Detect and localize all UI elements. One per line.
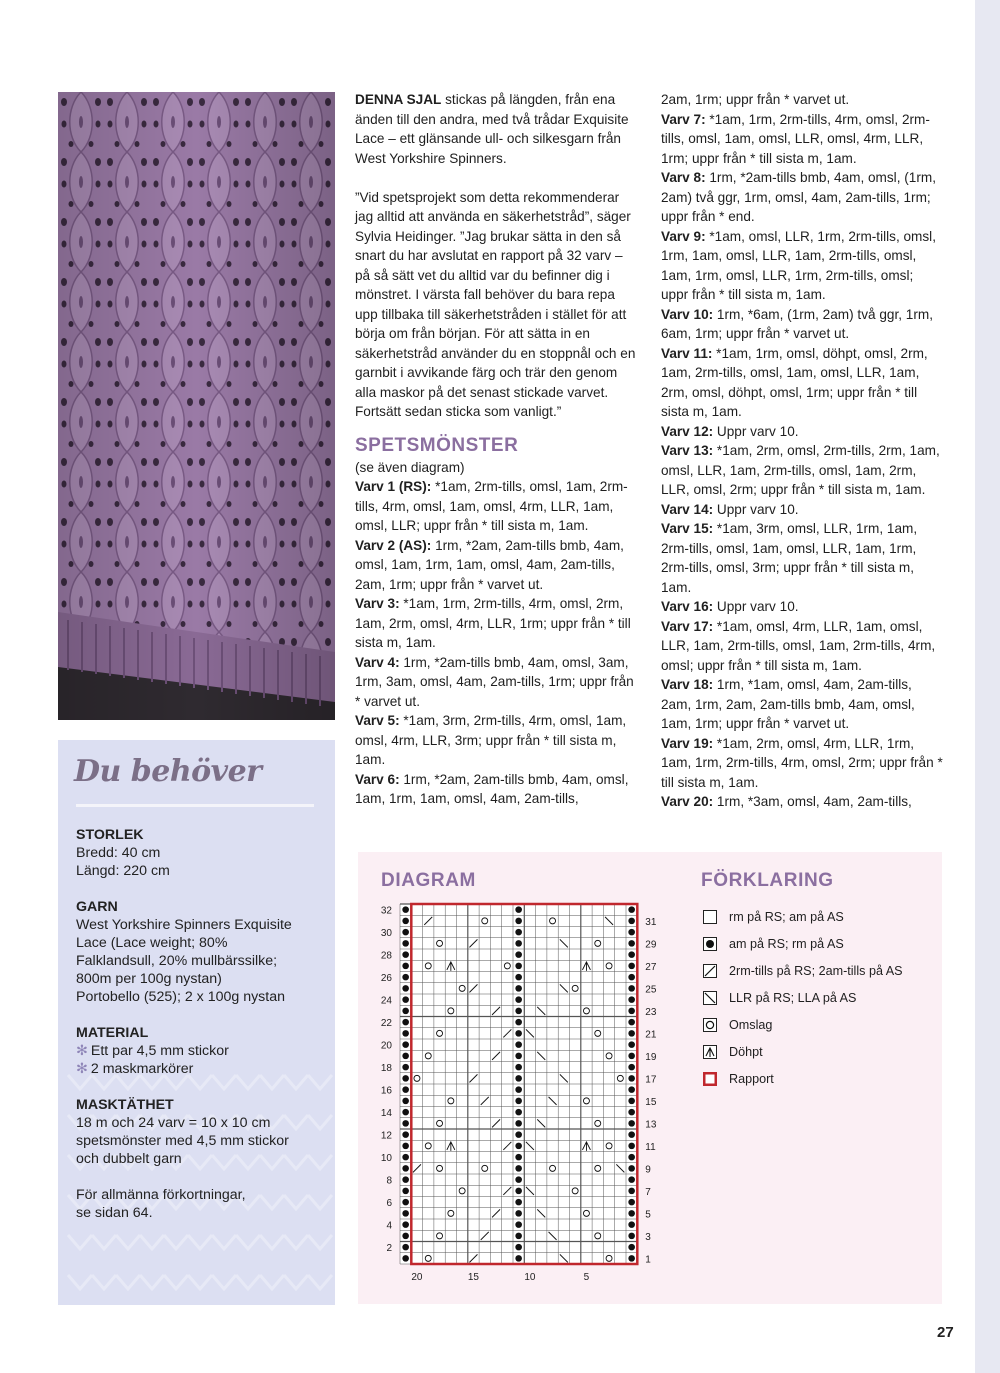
page-edge-strip <box>975 0 1000 1373</box>
pattern-row <box>661 519 943 597</box>
gauge-heading: MASKTÄTHET <box>76 1097 174 1113</box>
intro-paragraph <box>355 90 637 168</box>
row-instructions: *1am, 3rm, omsl, LLR, 1rm, 1am, 2rm-tills, omsl, 1am, omsl, LLR, 1am, 1rm, 2rm-tills, omsl, 3rm; uppr från * till sista m, 1am. <box>661 521 918 595</box>
pattern-rows-col2 <box>661 110 943 812</box>
yarn-line: Lace (Lace weight; 80% <box>76 935 228 951</box>
purl-dot <box>515 1131 522 1138</box>
pattern-row <box>355 594 637 653</box>
pattern-heading: SPETSMÖNSTER <box>355 434 519 456</box>
row-instructions: *1am, 1rm, 2rm-tills, 4rm, omsl, 2rm, 1am, 2rm, omsl, 4rm, LLR, 1rm; uppr från * till sista m, 1am. <box>355 596 631 650</box>
purl-dot <box>402 963 409 970</box>
purl-dot <box>628 985 635 992</box>
pattern-row <box>661 792 943 812</box>
purl-dot <box>628 940 635 947</box>
purl-dot <box>402 985 409 992</box>
legend-heading: FÖRKLARING <box>701 870 834 891</box>
row-number-label: 6 <box>386 1198 392 1210</box>
intro-text: stickas på längden, från ena änden till den andra, med två trådar Exquisite Lace – ett glänsande ull- och silkesgarn från West Yorkshire Spinners. <box>355 92 629 166</box>
pattern-row <box>661 617 943 676</box>
red-square-icon <box>703 1072 717 1086</box>
row-number-label: 14 <box>380 1108 392 1120</box>
stitch-number-label: 20 <box>411 1272 423 1283</box>
purl-dot <box>628 963 635 970</box>
purl-dot <box>628 1086 635 1093</box>
row-instructions: *1am, omsl, LLR, 1rm, 2rm-tills, omsl, 1rm, 1am, omsl, LLR, 1am, 2rm-tills, omsl, 1am, 1rm, omsl, LLR, 1rm, 2rm-tills, omsl; uppr från * till sista m, 1am. <box>661 228 936 302</box>
purl-dot <box>628 1199 635 1206</box>
stitch-number-label: 15 <box>467 1272 480 1283</box>
row-number-label: 31 <box>645 916 657 928</box>
row-number-label: 26 <box>380 973 392 985</box>
row-instructions: *1am, 1rm, 2rm-tills, 4rm, omsl, 2rm-tills, omsl, 1am, omsl, LLR, omsl, 4rm, LLR, 1rm; uppr från * till sista m, 1am. <box>661 111 930 166</box>
row-instructions: *1am, 2rm-tills, omsl, 1am, 2rm-tills, 4rm, omsl, 1am, omsl, 4rm, LLR, 1am, omsl, LLR; uppr från * till sista m, 1am. <box>355 479 628 533</box>
row-label: Varv 18: <box>661 677 714 692</box>
purl-dot <box>515 1086 522 1093</box>
note-line: se sidan 64. <box>76 1205 153 1221</box>
purl-dot <box>515 1143 522 1150</box>
row-number-label: 11 <box>645 1141 656 1153</box>
row-number-label: 21 <box>645 1029 657 1041</box>
purl-dot <box>402 1041 409 1048</box>
gauge-line: 18 m och 24 varv = 10 x 10 cm <box>76 1115 271 1131</box>
stitch-number-label: 5 <box>583 1272 590 1283</box>
purl-dot <box>515 940 522 947</box>
pattern-row <box>355 477 637 536</box>
purl-dot <box>515 1030 522 1037</box>
row-instructions: Uppr varv 10. <box>713 423 799 439</box>
yarn-heading: GARN <box>76 899 118 915</box>
backslash-square-icon <box>703 991 717 1005</box>
purl-dot <box>402 1008 409 1015</box>
purl-dot <box>402 1019 409 1026</box>
row-label: Varv 3: <box>355 596 400 611</box>
legend-label: 2rm-tills på RS; 2am-tills på AS <box>729 963 903 978</box>
row-number-label: 24 <box>380 995 392 1007</box>
row-label: Varv 20: <box>661 794 714 809</box>
purl-dot <box>628 1176 635 1183</box>
purl-dot <box>515 1019 522 1026</box>
size-heading: STORLEK <box>76 827 144 843</box>
purl-dot <box>515 985 522 992</box>
legend-item <box>703 930 933 957</box>
size-section <box>76 826 326 880</box>
legend-item <box>703 1038 933 1065</box>
row-number-label: 4 <box>386 1220 392 1232</box>
purl-dot <box>402 996 409 1003</box>
row-label: Varv 10: <box>661 306 714 322</box>
row-number-label: 17 <box>645 1074 657 1086</box>
purl-dot <box>628 1165 635 1172</box>
row-label: Varv 17: <box>661 618 714 634</box>
yarn-section <box>76 898 326 1006</box>
legend-item <box>703 903 933 930</box>
purl-dot <box>628 974 635 981</box>
purl-dot <box>402 1086 409 1093</box>
pattern-row <box>661 344 943 422</box>
purl-dot <box>515 1221 522 1228</box>
size-line: Bredd: 40 cm <box>76 845 161 861</box>
purl-dot <box>515 974 522 981</box>
circle-square-icon <box>703 1018 717 1032</box>
pattern-row <box>661 675 943 734</box>
row-number-label: 28 <box>380 950 392 962</box>
pattern-row <box>355 711 637 770</box>
purl-dot <box>515 1041 522 1048</box>
shawl-photo <box>58 92 335 720</box>
row-number-label: 1 <box>645 1254 651 1266</box>
purl-dot <box>628 996 635 1003</box>
row-label: Varv 5: <box>355 713 400 728</box>
row-number-label: 3 <box>645 1231 651 1243</box>
purl-dot <box>628 1255 635 1262</box>
purl-dot <box>402 1064 409 1071</box>
row-number-label: 12 <box>380 1130 392 1142</box>
material-heading: MATERIAL <box>76 1025 149 1041</box>
row-instructions: *1am, 1rm, omsl, döhpt, omsl, 2rm, 1am, 2rm-tills, omsl, 1am, omsl, LLR, 1am, 2rm, omsl, döhpt, omsl, 1rm; uppr från * till sista m, 1am. <box>661 345 928 419</box>
purl-dot <box>402 918 409 925</box>
purl-dot <box>402 1233 409 1240</box>
row-instructions: 1rm, *2am, 2am-tills bmb, 4am, omsl, 1am, 1rm, 1am, omsl, 4am, 2am-tills, <box>355 771 629 806</box>
row-number-label: 30 <box>380 928 392 940</box>
material-item: ✻ Ett par 4,5 mm stickor <box>76 1043 229 1059</box>
purl-dot <box>402 1176 409 1183</box>
gauge-line: spetsmönster med 4,5 mm stickor <box>76 1133 289 1149</box>
row-number-label: 22 <box>380 1018 392 1030</box>
pattern-row <box>355 536 637 595</box>
row-label: Varv 11: <box>661 345 713 361</box>
abbreviations-note <box>76 1186 326 1222</box>
size-line: Längd: 220 cm <box>76 863 170 879</box>
purl-dot <box>515 918 522 925</box>
row-label: Varv 14: <box>661 501 714 517</box>
pattern-row <box>661 441 943 500</box>
purl-dot <box>402 1030 409 1037</box>
row-label: Varv 7: <box>661 111 706 127</box>
row-instructions: *1am, 2rm, omsl, 4rm, LLR, 1rm, 1am, 1rm, 2rm-tills, 4rm, omsl, 2rm; uppr från * till sista m, 1am. <box>661 735 943 790</box>
row-instructions: 1rm, *6am, (1rm, 2am) två ggr, 1rm, 6am, 1rm; uppr från * varvet ut. <box>661 306 933 341</box>
purl-dot <box>628 951 635 958</box>
purl-dot <box>515 1233 522 1240</box>
purl-dot <box>515 1188 522 1195</box>
row-instructions: Uppr varv 10. <box>713 599 799 614</box>
purl-dot <box>628 1131 635 1138</box>
purl-dot <box>402 1165 409 1172</box>
row-instructions: *1am, 2rm, omsl, 2rm-tills, 2rm, 1am, omsl, LLR, 1am, 2rm-tills, omsl, 1am, 2rm, LLR, omsl, 2rm; uppr från * till sista m, 1am. <box>661 443 940 497</box>
purl-dot <box>515 1064 522 1071</box>
gauge-line: och dubbelt garn <box>76 1151 182 1167</box>
sidebar-title-underline <box>76 804 314 807</box>
purl-dot <box>515 1255 522 1262</box>
purl-dot <box>402 1109 409 1116</box>
row-label: Varv 4: <box>355 654 400 670</box>
row-instructions: 1rm, *2am, 2am-tills bmb, 4am, omsl, 1am, 1rm, 1am, omsl, 4am, 2am-tills, 2am, 1rm; uppr från * varvet ut. <box>355 537 624 592</box>
row-number-label: 20 <box>380 1040 392 1052</box>
purl-dot <box>628 1143 635 1150</box>
legend-label: rm på RS; am på AS <box>729 909 844 924</box>
purl-dot <box>515 1244 522 1251</box>
purl-dot <box>515 1165 522 1172</box>
purl-dot <box>515 1109 522 1116</box>
materials-sidebar <box>58 740 335 1305</box>
purl-dot <box>515 963 522 970</box>
purl-dot <box>628 906 635 913</box>
row-number-label: 23 <box>645 1006 657 1018</box>
row-label: Varv 6: <box>355 771 400 787</box>
row-number-label: 5 <box>645 1209 651 1221</box>
row-label: Varv 9: <box>661 228 706 244</box>
row-number-label: 9 <box>645 1164 651 1176</box>
asterisk-icon: ✻ <box>76 1061 88 1077</box>
slash-square-icon <box>703 964 717 978</box>
knitting-chart <box>358 895 678 1290</box>
purl-dot <box>515 1199 522 1206</box>
yarn-line: Falklandsull, 20% mullbärssilke; <box>76 953 278 969</box>
stitch-number-label: 10 <box>524 1272 536 1283</box>
purl-dot <box>515 1098 522 1105</box>
legend-item <box>703 984 933 1011</box>
purl-dot <box>515 1008 522 1015</box>
purl-dot <box>402 1098 409 1105</box>
purl-dot <box>402 1131 409 1138</box>
pattern-row <box>661 305 943 344</box>
purl-dot <box>628 1221 635 1228</box>
purl-dot <box>628 1188 635 1195</box>
purl-dot <box>628 929 635 936</box>
purl-dot <box>628 1019 635 1026</box>
legend-item <box>703 1011 933 1038</box>
purl-dot <box>515 1120 522 1127</box>
pattern-row <box>661 422 943 442</box>
row-continuation: 2am, 1rm; uppr från * varvet ut. <box>661 92 850 107</box>
purl-dot <box>402 951 409 958</box>
purl-dot <box>628 1008 635 1015</box>
purl-dot <box>402 1255 409 1262</box>
material-section <box>76 1024 326 1078</box>
pattern-row <box>355 770 637 809</box>
purl-dot <box>515 906 522 913</box>
purl-dot <box>402 1053 409 1060</box>
row-number-label: 8 <box>386 1175 392 1187</box>
pattern-row <box>661 734 943 793</box>
purl-dot <box>402 1143 409 1150</box>
text-column-1 <box>355 90 637 809</box>
pattern-row <box>661 597 943 617</box>
purl-dot <box>402 1244 409 1251</box>
dot-square-icon <box>703 937 717 951</box>
empty-square-icon <box>703 910 717 924</box>
material-item: ✻ 2 maskmarkörer <box>76 1061 194 1077</box>
purl-dot <box>402 1210 409 1217</box>
row-instructions: *1am, 3rm, 2rm-tills, 4rm, omsl, 1am, omsl, 4rm, LLR, 3rm; uppr från * till sista m, 1am. <box>355 713 627 767</box>
legend-item <box>703 957 933 984</box>
row-number-label: 13 <box>645 1119 657 1131</box>
purl-dot <box>402 1154 409 1161</box>
purl-dot <box>402 1120 409 1127</box>
purl-dot <box>628 1109 635 1116</box>
pattern-row <box>355 653 637 712</box>
row-instructions: 1rm, *2am-tills bmb, 4am, omsl, (1rm, 2am) två ggr, 1rm, omsl, 4am, 2am-tills, 1rm; uppr från * end. <box>661 170 936 224</box>
row-instructions: *1am, omsl, 4rm, LLR, 1am, omsl, LLR, 1am, 2rm-tills, omsl, 1am, 2rm-tills, 4rm, omsl; uppr från * till sista m, 1am. <box>661 618 936 673</box>
row-label: Varv 8: <box>661 170 706 185</box>
gauge-section <box>76 1096 326 1168</box>
row-number-label: 25 <box>645 984 657 996</box>
row-label: Varv 2 (AS): <box>355 537 432 553</box>
yarn-line: West Yorkshire Spinners Exquisite <box>76 917 292 933</box>
row-number-label: 15 <box>645 1096 657 1108</box>
asterisk-icon: ✻ <box>76 1043 88 1059</box>
note-line: För allmänna förkortningar, <box>76 1187 246 1203</box>
row-number-label: 7 <box>645 1186 651 1198</box>
legend-item <box>703 1065 933 1092</box>
row-label: Varv 15: <box>661 521 714 536</box>
purl-dot <box>628 1041 635 1048</box>
row-label: Varv 19: <box>661 735 714 751</box>
row-label: Varv 13: <box>661 443 714 458</box>
purl-dot <box>515 1053 522 1060</box>
pattern-row <box>661 227 943 305</box>
yarn-line: Portobello (525); 2 x 100g nystan <box>76 989 286 1005</box>
row-label: Varv 16: <box>661 599 714 614</box>
row-number-label: 16 <box>380 1085 392 1097</box>
row-instructions: 1rm, *3am, omsl, 4am, 2am-tills, <box>713 794 912 809</box>
purl-dot <box>515 1154 522 1161</box>
purl-dot <box>402 974 409 981</box>
arrow-up-square-icon <box>703 1045 717 1059</box>
legend-label: Omslag <box>729 1017 773 1032</box>
legend-label: Döhpt <box>729 1044 763 1059</box>
legend-label: LLR på RS; LLA på AS <box>729 990 857 1005</box>
row-number-label: 27 <box>645 961 657 973</box>
row-number-label: 2 <box>386 1243 392 1255</box>
purl-dot <box>515 951 522 958</box>
row-number-label: 32 <box>380 905 392 917</box>
purl-dot <box>628 918 635 925</box>
purl-dot <box>402 929 409 936</box>
page-number: 27 <box>937 1324 954 1341</box>
purl-dot <box>402 906 409 913</box>
purl-dot <box>515 1075 522 1082</box>
purl-dot <box>628 1210 635 1217</box>
row-label: Varv 12: <box>661 423 714 439</box>
purl-dot <box>628 1075 635 1082</box>
pattern-row <box>661 500 943 520</box>
legend-label: Rapport <box>729 1071 774 1086</box>
purl-dot <box>402 940 409 947</box>
purl-dot <box>628 1120 635 1127</box>
sidebar-body <box>76 826 326 1240</box>
row-instructions: Uppr varv 10. <box>713 501 799 517</box>
purl-dot <box>402 1075 409 1082</box>
row-instructions: 1rm, *2am-tills bmb, 4am, omsl, 3am, 1rm, 3am, omsl, 4am, 2am-tills, 1rm; uppr från * varvet ut. <box>355 654 634 709</box>
purl-dot <box>628 1233 635 1240</box>
yarn-line: 800m per 100g nystan) <box>76 971 222 987</box>
pattern-rows-col1 <box>355 477 637 809</box>
legend-list <box>703 903 933 1092</box>
purl-dot <box>628 1098 635 1105</box>
row-number-label: 19 <box>645 1051 657 1063</box>
legend-label: am på RS; rm på AS <box>729 936 844 951</box>
pattern-row <box>661 110 943 169</box>
pattern-subheading: (se även diagram) <box>355 459 465 475</box>
purl-dot <box>402 1199 409 1206</box>
purl-dot <box>628 1244 635 1251</box>
purl-dot <box>402 1221 409 1228</box>
sidebar-title: Du behöver <box>74 754 262 789</box>
row-number-label: 29 <box>645 939 657 951</box>
purl-dot <box>628 1064 635 1071</box>
intro-lead: DENNA SJAL <box>355 92 442 107</box>
diagram-heading: DIAGRAM <box>381 870 476 891</box>
text-column-2 <box>661 90 943 812</box>
purl-dot <box>402 1188 409 1195</box>
pattern-row <box>661 168 943 227</box>
row-instructions: 1rm, *1am, omsl, 4am, 2am-tills, 2am, 1rm, 2am, 2am-tills bmb, 4am, omsl, 1am, 1rm; uppr från * varvet ut. <box>661 677 915 731</box>
purl-dot <box>515 996 522 1003</box>
purl-dot <box>628 1154 635 1161</box>
quote-paragraph: ”Vid spetsprojekt som detta rekommenderar jag alltid att använda en säkerhetstråd”, säger Sylvia Heidinger. ”Jag brukar sätta in den så snart du har avslutat en rapport på 32 varv – på så sätt vet du alltid var du befinner dig i mönstret. I värsta fall behöver du bara repa upp tillbaka till säkerhetstråden i stället för att börja om från början. För att sätta in en säkerhetstråd använder du en stoppnål och en garnbit i avvikande färg och trär den genom alla maskor på det senast stickade varvet. Fortsätt sedan sticka som vanligt.” <box>355 189 636 419</box>
purl-dot <box>515 929 522 936</box>
purl-dot <box>628 1053 635 1060</box>
row-label: Varv 1 (RS): <box>355 479 432 494</box>
row-number-label: 18 <box>380 1063 392 1075</box>
purl-dot <box>515 1210 522 1217</box>
purl-dot <box>515 1176 522 1183</box>
purl-dot <box>628 1030 635 1037</box>
row-number-label: 10 <box>380 1153 392 1165</box>
